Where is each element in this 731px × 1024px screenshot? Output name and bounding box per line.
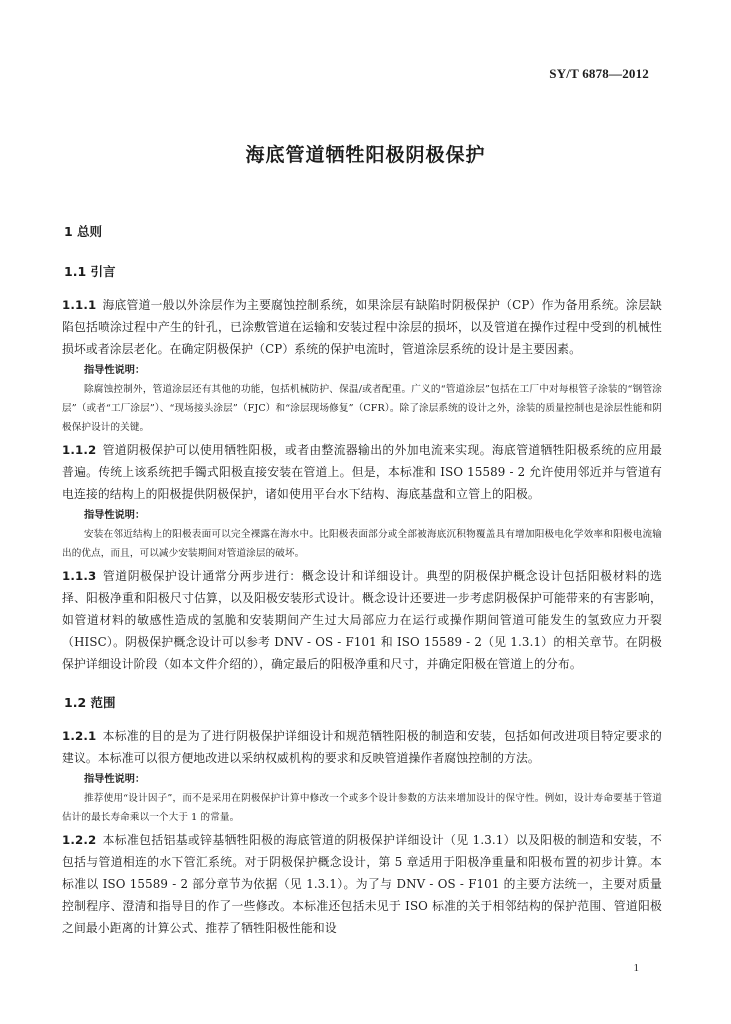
clause-text: 海底管道一般以外涂层作为主要腐蚀控制系统，如果涂层有缺陷时阴极保护（CP）作为备用系统。涂层缺陷包括喷涂过程中产生的针孔，已涂敷管道在运输和安装过程中涂层的损坏，以及管道在操作过程中受到的机械性损坏或者涂层老化。在确定阴极保护（CP）系统的保护电流时，管道涂层系统的设计是主要因素。: [62, 298, 662, 356]
page-number: 1: [633, 962, 639, 974]
subsection-heading-scope: 1.2 范围: [64, 695, 116, 710]
standard-code: SY/T 6878—2012: [549, 66, 649, 81]
section-heading-general: 1 总则: [64, 224, 103, 239]
guidance-label: 指导性说明：: [84, 774, 146, 785]
clause-number: 1.2.2: [62, 833, 97, 847]
guidance-note: 安装在邻近结构上的阳极表面可以完全裸露在海水中。比阳极表面部分或全部被海底沉积物覆盖具有增加阳极电化学效率和阳极电流输出的优点，而且，可以减少安装期间对管道涂层的破坏。: [62, 529, 662, 559]
clause-number: 1.1.2: [62, 443, 97, 457]
clause-1-1-3: [62, 565, 662, 675]
clause-1-2-2: [62, 829, 662, 939]
clause-number: 1.2.1: [62, 729, 97, 743]
clause-number: 1.1.3: [62, 569, 97, 583]
clause-text: 管道阴极保护可以使用牺牲阳极，或者由整流器输出的外加电流来实现。海底管道牺牲阳极系统的应用最普遍。传统上该系统把手镯式阳极直接安装在管道上。但是，本标准和 ISO 15589 - 2 允许使用邻近并与管道有电连接的结构上的阳极提供阴极保护，诸如使用平台水下结构、海底基盘和立管上的阳极。: [62, 443, 662, 501]
guidance-note: 除腐蚀控制外，管道涂层还有其他的功能，包括机械防护、保温/或者配重。广义的“管道涂层”包括在工厂中对每根管子涂装的“钢管涂层”（或者“工厂涂层”）、“现场接头涂层”（FJC）和“涂层现场修复”（CFR）。除了涂层系统的设计之外，涂装的质量控制也是涂层性能和阴极保护设计的关键。: [62, 384, 662, 433]
clause-1-1-1: [62, 294, 662, 360]
clause-1-2-1: [62, 725, 662, 769]
guidance-note: 推荐使用“设计因子”，而不是采用在阴极保护计算中修改一个或多个设计参数的方法来增加设计的保守性。例如，设计寿命要基于管道估计的最长寿命乘以一个大于 1 的常量。: [62, 793, 662, 823]
guidance-label: 指导性说明：: [84, 365, 146, 376]
subsection-heading-introduction: 1.1 引言: [64, 264, 116, 279]
page-title: 海底管道牺牲阳极阴极保护: [245, 144, 486, 166]
clause-number: 1.1.1: [62, 298, 97, 312]
document-body: [58, 222, 662, 939]
clause-text: 本标准包括铝基或锌基牺牲阳极的海底管道的阴极保护详细设计（见 1.3.1）以及阳极的制造和安装，不包括与管道相连的水下管汇系统。对于阴极保护概念设计，第 5 章适用于阳极净重量和阳极布置的初步计算。本标准以 ISO 15589 - 2 部分章节为依据（见 1.3.1）。为了与 DNV - OS - F101 的主要方法统一，主要对质量控制程序、澄清和指导目的作了一些修改。本标准还包括未见于 ISO 标准的关于相邻结构的保护范围、管道阳极之间最小距离的计算公式、推荐了牺牲阳极性能和设: [62, 833, 662, 935]
clause-1-1-2: [62, 439, 662, 505]
clause-text: 管道阴极保护设计通常分两步进行：概念设计和详细设计。典型的阴极保护概念设计包括阳极材料的选择、阳极净重和阳极尺寸估算，以及阳极安装形式设计。概念设计还要进一步考虑阴极保护可能带来的有害影响，如管道材料的敏感性造成的氢脆和安装期间产生过大局部应力在运行或操作期间管道可能发生的氢致应力开裂（HISC）。阴极保护概念设计可以参考 DNV - OS - F101 和 ISO 15589 - 2（见 1.3.1）的相关章节。在阴极保护详细设计阶段（如本文件介绍的），确定最后的阳极净重和尺寸，并确定阳极在管道上的分布。: [62, 569, 662, 671]
clause-text: 本标准的目的是为了进行阴极保护详细设计和规范牺牲阳极的制造和安装，包括如何改进项目特定要求的建议。本标准可以很方便地改进以采纳权威机构的要求和反映管道操作者腐蚀控制的方法。: [62, 729, 662, 765]
guidance-label: 指导性说明：: [84, 510, 146, 521]
